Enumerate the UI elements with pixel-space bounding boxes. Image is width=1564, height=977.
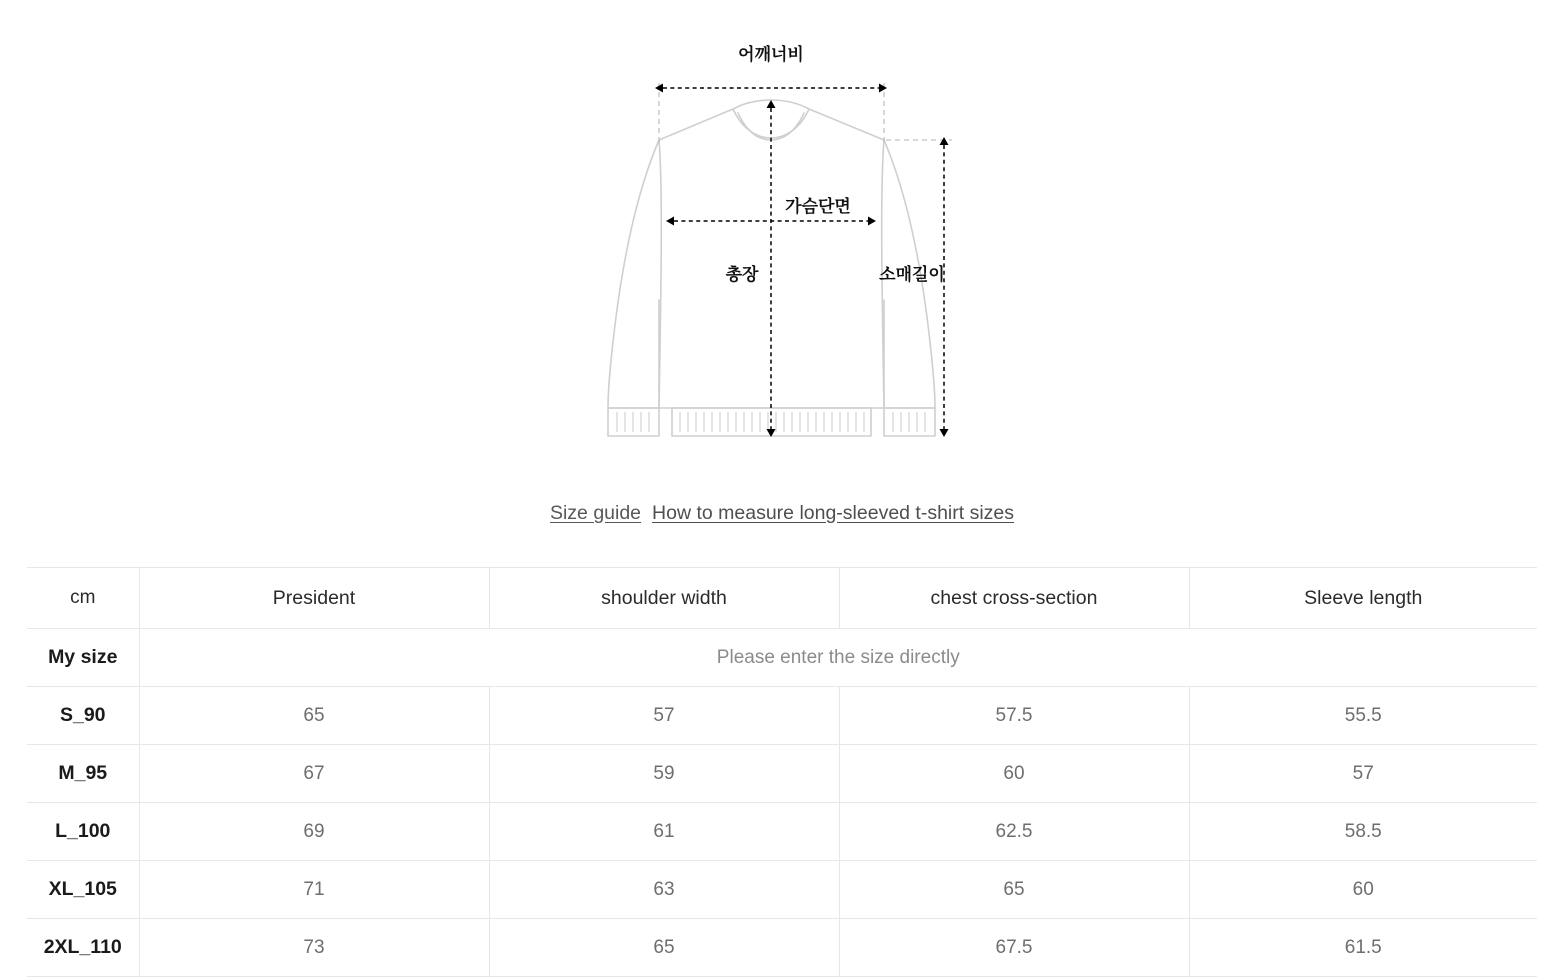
header-shoulder-width: shoulder width: [489, 568, 839, 629]
cell-sleeve-length: 60: [1189, 861, 1537, 919]
table-header-row: [27, 568, 1537, 629]
how-to-measure-link[interactable]: How to measure long-sleeved t-shirt sizes: [652, 502, 1015, 524]
cell-president: 73: [139, 919, 489, 977]
row-label-size: L_100: [27, 803, 139, 861]
cell-president: 67: [139, 745, 489, 803]
header-sleeve-length: Sleeve length: [1189, 568, 1537, 629]
size-table: [27, 567, 1537, 977]
cell-president: 69: [139, 803, 489, 861]
my-size-input-hint[interactable]: Please enter the size directly: [139, 629, 1537, 687]
header-president: President: [139, 568, 489, 629]
cell-sleeve-length: 55.5: [1189, 687, 1537, 745]
guide-links: [0, 502, 1564, 525]
cell-shoulder-width: 61: [489, 803, 839, 861]
cell-chest-cross-section: 60: [839, 745, 1189, 803]
cell-chest-cross-section: 57.5: [839, 687, 1189, 745]
size-table-body: [27, 629, 1537, 977]
table-row-my-size[interactable]: [27, 629, 1537, 687]
cell-sleeve-length: 57: [1189, 745, 1537, 803]
row-label-size: S_90: [27, 687, 139, 745]
cell-chest-cross-section: 62.5: [839, 803, 1189, 861]
table-row: [27, 803, 1537, 861]
table-row: [27, 919, 1537, 977]
table-row: [27, 861, 1537, 919]
header-chest-cross-section: chest cross-section: [839, 568, 1189, 629]
cell-shoulder-width: 63: [489, 861, 839, 919]
row-label-size: M_95: [27, 745, 139, 803]
header-unit: cm: [27, 568, 139, 629]
table-row: [27, 687, 1537, 745]
size-table-head: [27, 568, 1537, 629]
table-row: [27, 745, 1537, 803]
cell-shoulder-width: 59: [489, 745, 839, 803]
row-label-size: 2XL_110: [27, 919, 139, 977]
cell-chest-cross-section: 65: [839, 861, 1189, 919]
cell-president: 65: [139, 687, 489, 745]
label-total-length: 총장: [725, 265, 759, 284]
cell-chest-cross-section: 67.5: [839, 919, 1189, 977]
cell-shoulder-width: 65: [489, 919, 839, 977]
measurement-diagram: [0, 0, 1564, 470]
cell-sleeve-length: 58.5: [1189, 803, 1537, 861]
cell-sleeve-length: 61.5: [1189, 919, 1537, 977]
label-chest-section: 가슴단면: [785, 197, 851, 216]
size-guide-link[interactable]: Size guide: [549, 502, 642, 524]
cell-president: 71: [139, 861, 489, 919]
label-shoulder-width: 어깨너비: [738, 45, 804, 64]
cell-shoulder-width: 57: [489, 687, 839, 745]
row-label-size: XL_105: [27, 861, 139, 919]
label-sleeve-length: 소매길이: [879, 265, 945, 284]
row-label-my-size: My size: [27, 629, 139, 687]
